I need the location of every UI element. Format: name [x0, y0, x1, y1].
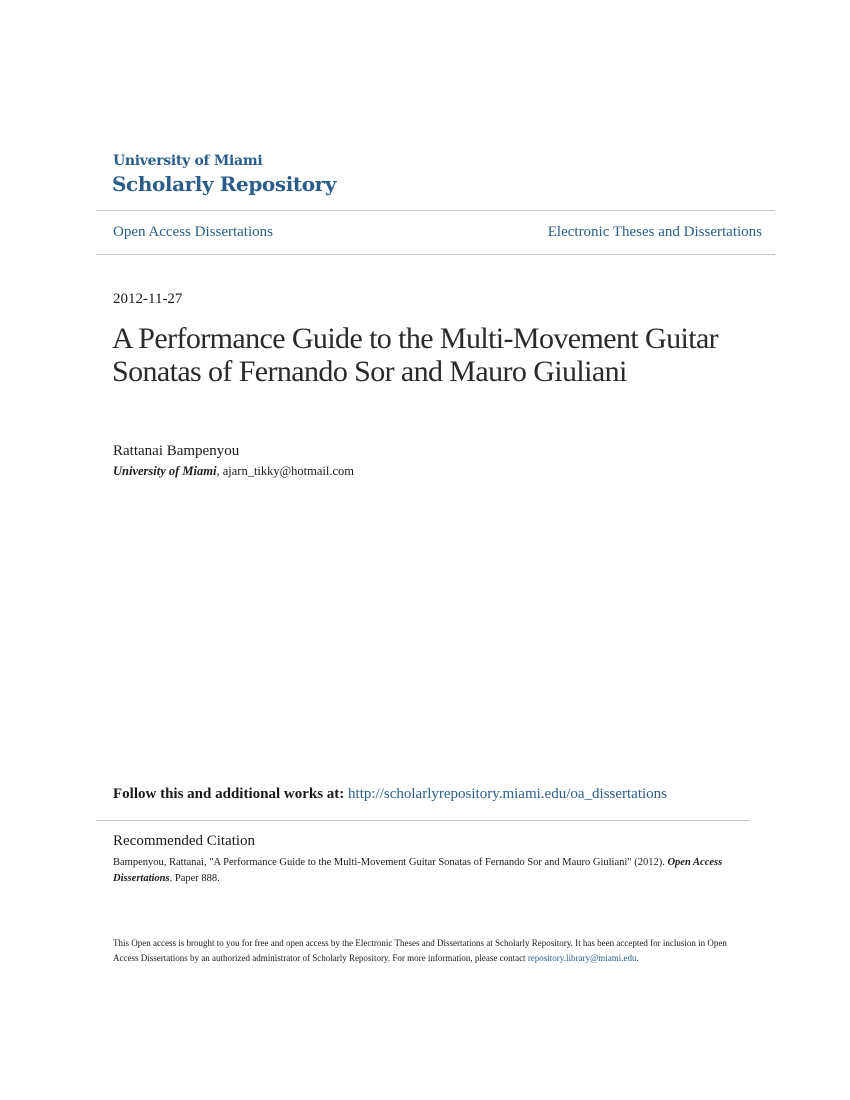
author-email: , ajarn_tikky@hotmail.com [216, 464, 354, 478]
follow-label: Follow this and additional works at: [113, 786, 349, 802]
open-access-dissertations-link[interactable]: Open Access Dissertations [113, 224, 273, 240]
contact-email-link[interactable]: repository.library@miami.edu [527, 953, 637, 963]
citation-main: Bampenyou, Rattanai, "A Performance Guide to the Multi-Movement Guitar Sonatas of Fernando Sor and Mauro Giuliani" (2012). [113, 857, 668, 868]
nav-divider [96, 254, 775, 255]
author-name: Rattanai Bampenyou [113, 443, 240, 459]
author-affiliation [113, 464, 354, 479]
publication-date: 2012-11-27 [113, 291, 183, 307]
citation-divider [96, 820, 750, 821]
follow-line [113, 786, 667, 803]
citation-text [113, 855, 753, 887]
top-divider [96, 210, 775, 211]
electronic-theses-link[interactable]: Electronic Theses and Dissertations [547, 224, 762, 240]
repository-logo-line1[interactable]: University of Miami [113, 153, 263, 169]
document-title: A Performance Guide to the Multi-Movement Guitar Sonatas of Fernando Sor and Mauro Giuliani [112, 322, 719, 388]
collection-url-link[interactable]: http://scholarlyrepository.miami.edu/oa_dissertations [348, 786, 668, 802]
citation-heading: Recommended Citation [113, 833, 256, 849]
access-notice [113, 936, 748, 966]
citation-series: Open Access Dissertations [113, 857, 723, 884]
repository-logo-line2[interactable]: Scholarly Repository [112, 172, 337, 196]
access-notice-end: . [636, 953, 639, 963]
access-notice-text: This Open access is brought to you for free and open access by the Electronic Theses and Dissertations at Scholarly Repository. It has been accepted for inclusion in Open Access Dissertations by an authorized administrator of Scholarly Repository. For more information, please contact [113, 938, 727, 963]
author-institution: University of Miami [113, 464, 217, 478]
citation-paper: . Paper 888. [169, 873, 220, 884]
